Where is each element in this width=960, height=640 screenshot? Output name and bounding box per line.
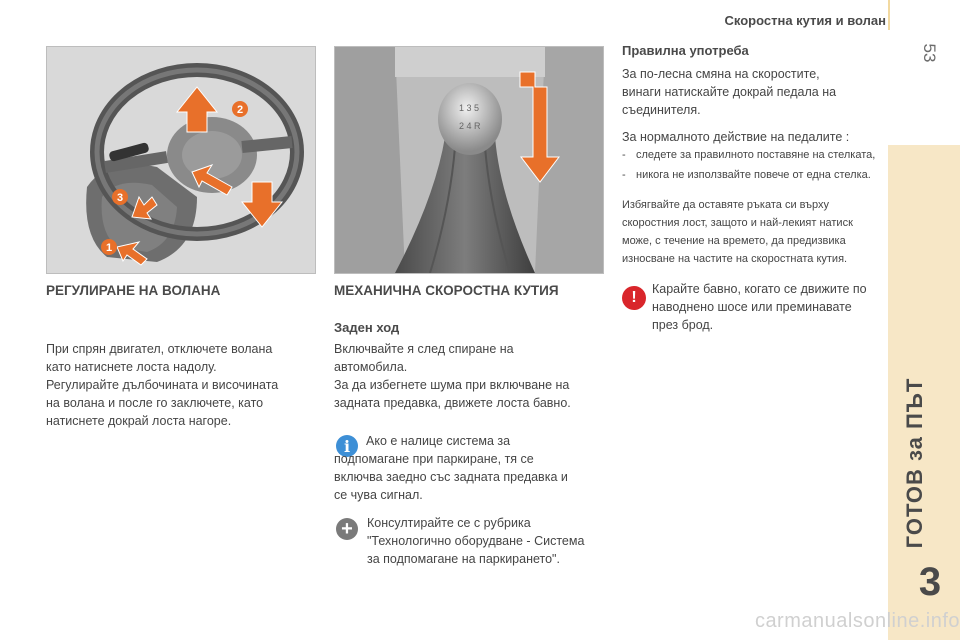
bullet-dash: - bbox=[622, 149, 626, 161]
plus-icon: + bbox=[336, 518, 358, 540]
flood-warning: Карайте бавно, когато се движите по наводнено шосе или преминавате през брод. bbox=[652, 282, 867, 332]
chapter-tab-label: ГОТОВ за ПЪТ bbox=[902, 377, 927, 549]
bullet-dash: - bbox=[622, 169, 626, 181]
callout-1: 1 bbox=[105, 242, 113, 254]
reverse-gear-heading: Заден ход bbox=[334, 320, 400, 335]
usage-heading: Правилна употреба bbox=[622, 43, 749, 58]
steering-instructions: При спрян двигател, отключете волана като натиснете лоста надолу. Регулирайте дълбочината и височината на волана и после го заключете, като натиснете докрай лоста нагоре. bbox=[46, 342, 279, 428]
reverse-gear-text: Включвайте я след спиране на автомобила. За да избегнете шума при включване на задната предавка, движете лоста бавно. bbox=[334, 342, 571, 410]
info-icon: i bbox=[336, 435, 358, 457]
usage-paragraph-3: Избягвайте да оставяте ръката си върху скоростния лост, защото и най-лекият натиск може, с течение на времето, да предизвика износване на частите на скоростната кутия. bbox=[622, 199, 853, 265]
usage-bullet-2 bbox=[622, 166, 887, 184]
svg-text:2 4 R: 2 4 R bbox=[459, 121, 481, 131]
usage-paragraph-1: За по-лесна смяна на скоростите, винаги натискайте докрай педала на съединителя. bbox=[622, 67, 837, 117]
watermark: carmanualsonline.info bbox=[754, 610, 960, 632]
parking-assist-note: Ако е налице система за подпомагане при паркиране, тя се включва заедно със задната предавка и се чува сигнал. bbox=[334, 434, 568, 502]
consult-note: Консултирайте се с рубрика "Технологично оборудване - Система за подпомагане на паркирането". bbox=[367, 516, 585, 566]
callout-3: 3 bbox=[116, 192, 124, 204]
page-number: 53 bbox=[920, 43, 939, 63]
gearbox-heading: МЕХАНИЧНА СКОРОСТНА КУТИЯ bbox=[334, 283, 559, 298]
header-divider bbox=[888, 0, 890, 30]
svg-text:1 3 5: 1 3 5 bbox=[459, 103, 480, 113]
bullet-text: никога не използвайте повече от една стелка. bbox=[636, 169, 871, 181]
warning-icon: ! bbox=[622, 286, 646, 310]
chapter-number: 3 bbox=[918, 560, 942, 604]
gear-lever-photo bbox=[334, 46, 604, 274]
usage-paragraph-2: За нормалното действие на педалите : bbox=[622, 130, 850, 144]
running-header: Скоростна кутия и волан bbox=[724, 13, 886, 28]
callout-2: 2 bbox=[236, 104, 244, 116]
usage-bullet-1 bbox=[622, 146, 887, 164]
steering-wheel-illustration bbox=[46, 46, 316, 274]
bullet-text: следете за правилното поставяне на стелката, bbox=[636, 149, 876, 161]
steering-heading: РЕГУЛИРАНЕ НА ВОЛАНА bbox=[46, 283, 221, 298]
